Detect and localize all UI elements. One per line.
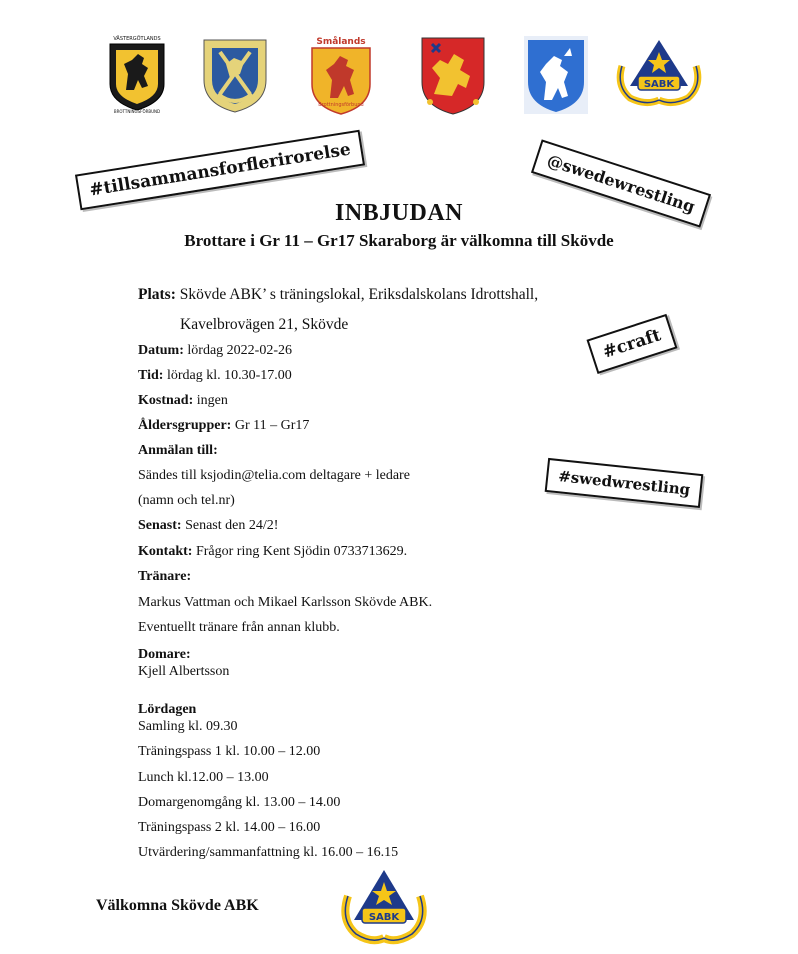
datum-value: lördag 2022-02-26 (187, 343, 292, 358)
tag-swedewrestling-at: @swedewrestling (531, 139, 711, 227)
plats-address: Kavelbrovägen 21, Skövde (180, 316, 349, 333)
anmalan-line2: (namn och tel.nr) (138, 493, 235, 508)
sabk-bottom-logo-text: SABK (368, 912, 400, 923)
tag-tillsammans: #tillsammansforflerirorelse (75, 130, 365, 211)
kostnad-value: ingen (196, 393, 228, 408)
schedule-item: Domargenomgång kl. 13.00 – 14.00 (138, 795, 341, 810)
senast-value: Senast den 24/2! (185, 518, 279, 533)
tranare-line1: Markus Vattman och Mikael Karlsson Skövde ABK. (138, 595, 433, 610)
schedule-heading-text: Lördagen (138, 702, 197, 717)
heading-block (0, 200, 798, 251)
sabk-logo-text: SABK (643, 79, 675, 90)
tranare-label (138, 569, 191, 585)
tid-label: Tid: (138, 368, 164, 383)
kostnad-line (138, 393, 228, 409)
crest-top-text: VÄSTERGÖTLANDS (113, 36, 161, 42)
crest-bottom-text: BROTTNINGSFÖRBUND (113, 109, 161, 114)
tid-line (138, 368, 292, 384)
crest-smalands-top: Smålands (316, 37, 366, 47)
datum-line (138, 343, 292, 359)
tid-value: lördag kl. 10.30-17.00 (166, 368, 292, 383)
schedule-item: Utvärdering/sammanfattning kl. 16.00 – 16.15 (138, 845, 399, 860)
schedule-item: Träningspass 2 kl. 14.00 – 16.00 (138, 820, 321, 835)
schedule-heading (138, 702, 196, 718)
tag-swedwrestling: #swedwrestling (545, 458, 704, 508)
schedule-item: Träningspass 1 kl. 10.00 – 12.00 (138, 744, 321, 759)
domare-value: Kjell Albertsson (138, 664, 230, 679)
domare-label (138, 647, 191, 663)
alder-label: Åldersgrupper: (138, 418, 232, 433)
page-subtitle: Brottare i Gr 11 – Gr17 Skaraborg är välkomna till Skövde (184, 231, 614, 250)
goteborgs-crest (200, 34, 270, 114)
tranare-label-text: Tränare: (138, 569, 192, 584)
crest-smalands-bottom: Brottningsförbund (318, 102, 364, 108)
vastergotlands-crest (104, 34, 170, 114)
plats-label: Plats: (138, 286, 176, 303)
red-dragon-crest (418, 34, 488, 116)
sabk-logo (616, 36, 702, 108)
kontakt-line (138, 544, 407, 560)
alder-value: Gr 11 – Gr17 (234, 418, 310, 433)
smalands-crest (306, 34, 376, 116)
anmalan-line1: Sändes till ksjodin@telia.com deltagare + ledare (138, 468, 410, 483)
schedule-item: Samling kl. 09.30 (138, 719, 238, 734)
tag-craft: #craft (586, 314, 677, 374)
kontakt-value: Frågor ring Kent Sjödin 0733713629. (195, 544, 408, 559)
plats-line (138, 286, 538, 304)
page-title: INBJUDAN (334, 200, 463, 226)
datum-label: Datum: (138, 343, 184, 358)
kontakt-label: Kontakt: (138, 544, 193, 559)
schedule-item: Lunch kl.12.00 – 13.00 (138, 770, 269, 785)
anmalan-label (138, 443, 218, 459)
kostnad-label: Kostnad: (138, 393, 194, 408)
closing-text: Välkomna Skövde ABK (96, 897, 259, 914)
plats-value: Skövde ABK’ s träningslokal, Eriksdalskolans Idrottshall, (179, 286, 539, 303)
senast-line (138, 518, 278, 534)
domare-label-text: Domare: (138, 647, 191, 662)
blue-lion-crest (522, 34, 590, 116)
alder-line (138, 418, 309, 434)
sabk-bottom-logo (340, 866, 428, 946)
senast-label: Senast: (138, 518, 182, 533)
anmalan-label-text: Anmälan till: (138, 443, 218, 458)
tranare-line2: Eventuellt tränare från annan klubb. (138, 620, 340, 635)
